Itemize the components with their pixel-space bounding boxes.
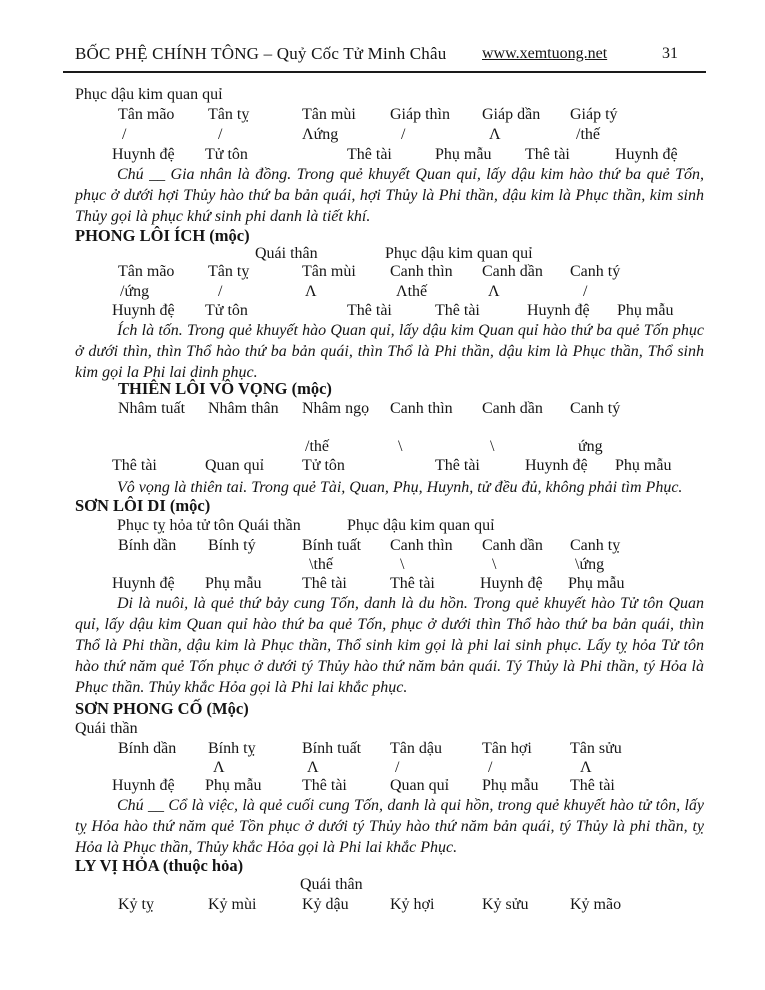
stem-branch-row-cell: Kỷ mùi [208, 896, 257, 913]
stem-branch-row-cell: Tân sửu [570, 740, 622, 757]
stem-branch-row-cell: Bính dần [118, 537, 177, 554]
relative-label-row-cell: Tử tôn [205, 302, 248, 319]
stem-branch-row-cell: Tân mùi [302, 106, 356, 123]
quai-than-line [0, 720, 765, 740]
stem-branch-row-cell: Kỷ dậu [302, 896, 349, 913]
stem-branch-row-cell: Tân hợi [482, 740, 532, 757]
relative-label-row-cell: Huynh đệ [112, 146, 175, 163]
relative-label-row-cell: Thê tài [525, 146, 570, 163]
yao-symbol-row-cell: / [395, 759, 400, 776]
relative-label-row-cell: Tử tôn [302, 457, 345, 474]
relative-label-row-cell: Huynh đệ [527, 302, 590, 319]
relative-label-row-cell: Thê tài [302, 777, 347, 794]
relative-label-row-cell: Thê tài [570, 777, 615, 794]
relative-label-row-cell: Huynh đệ [112, 777, 175, 794]
yao-symbol-row [0, 556, 765, 576]
relative-label-row-cell: Huynh đệ [615, 146, 678, 163]
hexagram-heading-thien-loi-vo-vong: THIÊN LÔI VÔ VỌNG (mộc) [118, 379, 332, 398]
yao-symbol-row [0, 126, 765, 146]
yao-symbol-row-cell: /thế [305, 438, 329, 455]
relative-label-row-cell: Huynh đệ [112, 302, 175, 319]
yao-symbol-row-cell: Λthế [396, 283, 428, 300]
fu-note-line [0, 517, 765, 537]
relative-label-row-cell: Quan quỉ [205, 457, 265, 474]
relative-label-row [0, 575, 765, 595]
stem-branch-row-cell: Kỷ sửu [482, 896, 529, 913]
quai-than-line [0, 876, 765, 896]
relative-label-row-cell: Phụ mẫu [482, 777, 539, 794]
yao-symbol-row-cell: \ [490, 438, 495, 455]
yao-symbol-row-cell: \ [398, 438, 403, 455]
page-number: 31 [662, 45, 678, 62]
stem-branch-row [0, 896, 765, 916]
hexagram-heading-ly-vi-hoa: LY VỊ HỎA (thuộc hỏa) [75, 856, 244, 875]
yao-symbol-row [0, 283, 765, 303]
stem-branch-row-cell: Giáp tý [570, 106, 618, 123]
yao-symbol-row-cell: \ [492, 556, 497, 573]
yao-symbol-row-cell: Λ [305, 283, 317, 300]
relative-label-row-cell: Phụ mẫu [205, 777, 262, 794]
yao-symbol-row-cell: /thế [576, 126, 600, 143]
relative-label-row-cell: Huynh đệ [480, 575, 543, 592]
relative-label-row-cell: Thê tài [347, 146, 392, 163]
commentary-paragraph: Ích là tốn. Trong quẻ khuyết hào Quan quỉ, lấy dậu kim Quan quỉ hào thứ ba quẻ Tốn phục ở dưới thìn, thìn Thổ hào thứ ba bản quái, thìn Thổ là Phi thần, dậu kim là Phục thần, Thổ sinh kim gọi la Phi lai dinh phục. [75, 322, 704, 381]
relative-label-row-cell: Tử tôn [205, 146, 248, 163]
quai-than-line-cell: Phục dậu kim quan quỉ [385, 245, 533, 262]
hexagram-heading-son-loi-di: SƠN LÔI DI (mộc) [75, 496, 211, 515]
yao-symbol-row-cell: \ [400, 556, 405, 573]
stem-branch-row-cell: Bính tuất [302, 740, 362, 757]
relative-label-row-cell: Phụ mẫu [615, 457, 672, 474]
stem-branch-row-cell: Bính tý [208, 537, 256, 554]
commentary-paragraph: Chú __ Cổ là việc, là quẻ cuối cung Tốn, danh là qui hồn, trong quẻ khuyết hào tử tôn, lấy tỵ Hỏa hào thứ năm quẻ Tồn phục ở dưới tý Thủy hào thứ năm bản quái, tý Thủy là phi thần, tỵ Hỏa là Phục thần, Thủy khắc Hỏa gọi là Phi lai khắc Phục. [75, 797, 704, 856]
yao-symbol-row-cell: Λ [488, 283, 500, 300]
stem-branch-row-cell: Tân tỵ [208, 106, 250, 123]
relative-label-row-cell: Phụ mẫu [617, 302, 674, 319]
relative-label-row-cell: Thê tài [435, 457, 480, 474]
stem-branch-row-cell: Giáp thìn [390, 106, 450, 123]
yao-symbol-row-cell: Λ [580, 759, 592, 776]
fu-note-line-cell: Phục dậu kim quan quỉ [75, 86, 223, 103]
stem-branch-row-cell: Canh tý [570, 263, 621, 280]
stem-branch-row-cell: Kỷ mão [570, 896, 622, 913]
stem-branch-row-cell: Canh thìn [390, 263, 453, 280]
relative-label-row-cell: Huynh đệ [112, 575, 175, 592]
yao-symbol-row-cell: Λ [307, 759, 319, 776]
yao-symbol-row [0, 759, 765, 779]
stem-branch-row-cell: Tân tỵ [208, 263, 250, 280]
stem-branch-row-cell: Canh tỵ [570, 537, 621, 554]
hexagram-heading-phong-loi-ich: PHONG LÔI ÍCH (mộc) [75, 226, 250, 245]
stem-branch-row-cell: Kỷ hợi [390, 896, 435, 913]
stem-branch-row [0, 740, 765, 760]
relative-label-row-cell: Thê tài [112, 457, 157, 474]
relative-label-row-cell: Thê tài [435, 302, 480, 319]
website-link: www.xemtuong.net [482, 45, 608, 62]
yao-symbol-row-cell: /ứng [120, 283, 150, 300]
stem-branch-row-cell: Kỷ tỵ [118, 896, 154, 913]
stem-branch-row-cell: Canh dần [482, 263, 543, 280]
yao-symbol-row-cell: Λ [489, 126, 501, 143]
yao-symbol-row-cell: / [401, 126, 406, 143]
yao-symbol-row [0, 438, 765, 458]
hexagram-heading-son-phong-co: SƠN PHONG CỐ (Mộc) [75, 699, 249, 718]
quai-than-line-cell: Quái thân [300, 876, 363, 893]
stem-branch-row-cell: Bính tỵ [208, 740, 256, 757]
yao-symbol-row-cell: / [488, 759, 493, 776]
stem-branch-row [0, 106, 765, 126]
stem-branch-row-cell: Tân mùi [302, 263, 356, 280]
page-header-title: BỐC PHỆ CHÍNH TÔNG – Quỷ Cốc Tử Minh Châu [75, 44, 447, 63]
commentary-paragraph: Chú __ Gia nhân là đồng. Trong quẻ khuyết Quan quỉ, lấy dậu kim hào thứ ba quẻ Tốn, phục ở dưới hợi Thủy hào thứ ba bản quái, hợi Thủy là Phi thần, dậu kim là Phục thần, kim sinh Thủy gọi là phục khứ sinh phi danh là tiết khí. [75, 166, 704, 225]
stem-branch-row-cell: Canh thìn [390, 537, 453, 554]
yao-symbol-row-cell: / [218, 283, 223, 300]
stem-branch-row-cell: Tân mão [118, 106, 175, 123]
relative-label-row-cell: Huynh đệ [525, 457, 588, 474]
header-rule [63, 71, 706, 73]
quai-than-line-cell: Quái thân [255, 245, 318, 262]
quai-than-line-cell: Quái thần [75, 720, 138, 737]
quai-than-line [0, 245, 765, 265]
yao-symbol-row-cell: ứng [578, 438, 603, 455]
relative-label-row-cell: Phụ mẫu [435, 146, 492, 163]
yao-symbol-row-cell: / [583, 283, 588, 300]
stem-branch-row-cell: Bính dần [118, 740, 177, 757]
stem-branch-row [0, 263, 765, 283]
fu-note-line-cell: Phục dậu kim quan quỉ [347, 517, 495, 534]
relative-label-row-cell: Thê tài [390, 575, 435, 592]
stem-branch-row-cell: Canh dần [482, 537, 543, 554]
relative-label-row-cell: Thê tài [302, 575, 347, 592]
stem-branch-row-cell: Nhâm thân [208, 400, 279, 417]
yao-symbol-row-cell: \ứng [575, 556, 605, 573]
stem-branch-row-cell: Nhâm ngọ [302, 400, 370, 417]
relative-label-row-cell: Quan quỉ [390, 777, 450, 794]
relative-label-row-cell: Phụ mẫu [568, 575, 625, 592]
commentary-paragraph: Vô vọng là thiên tai. Trong quẻ Tài, Quan, Phụ, Huynh, tử đều đủ, không phải tìm Phục. [117, 479, 683, 496]
yao-symbol-row-cell: \thế [309, 556, 333, 573]
stem-branch-row-cell: Bính tuất [302, 537, 362, 554]
stem-branch-row [0, 537, 765, 557]
relative-label-row-cell: Thê tài [347, 302, 392, 319]
relative-label-row [0, 302, 765, 322]
yao-symbol-row-cell: Λ [213, 759, 225, 776]
stem-branch-row-cell: Tân mão [118, 263, 175, 280]
fu-note-line [0, 86, 765, 106]
relative-label-row [0, 777, 765, 797]
stem-branch-row-cell: Canh thìn [390, 400, 453, 417]
stem-branch-row-cell: Giáp dần [482, 106, 541, 123]
yao-symbol-row-cell: / [122, 126, 127, 143]
relative-label-row [0, 457, 765, 477]
stem-branch-row-cell: Nhâm tuất [118, 400, 186, 417]
yao-symbol-row-cell: Λứng [302, 126, 339, 143]
relative-label-row [0, 146, 765, 166]
yao-symbol-row-cell: / [218, 126, 223, 143]
stem-branch-row-cell: Canh tý [570, 400, 621, 417]
relative-label-row-cell: Phụ mẫu [205, 575, 262, 592]
stem-branch-row-cell: Tân dậu [390, 740, 442, 757]
stem-branch-row [0, 400, 765, 420]
fu-note-line-cell: Phục tỵ hỏa tử tôn Quái thần [117, 517, 301, 534]
commentary-paragraph: Di là nuôi, là quẻ thứ bảy cung Tốn, danh là du hồn. Trong quẻ khuyết hào Tử tôn Quan quỉ, lấy dậu kim Quan quỉ hào thứ ba quẻ Tốn, phục ở dưới thìn Thổ hào thứ ba bản quái, thìn Thổ là Phi thần, dậu kim là Phục thần, Thổ sinh kim gọi là phi lai sinh phục. Lấy tỵ hỏa Tử tôn hào thứ năm quẻ Tốn phục ở dưới tý Thủy hào thứ năm bản quái. Tý Thủy là Phi thần, tý Hỏa là Phục thần. Thủy khắc Hỏa gọi là Phi lai khắc phục. [75, 595, 704, 696]
stem-branch-row-cell: Canh dần [482, 400, 543, 417]
